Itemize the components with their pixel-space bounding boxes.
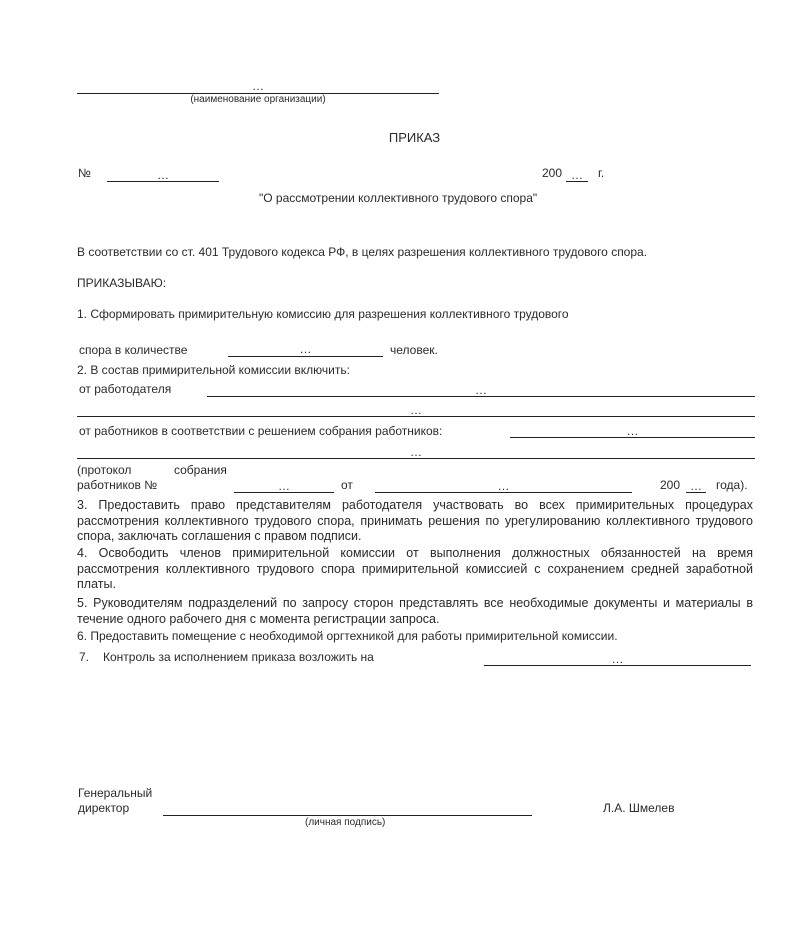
item-1-continuation: спора в количестве: [79, 343, 188, 357]
item-7-text: Контроль за исполнением приказа возложить на: [103, 650, 374, 664]
workers-value: …: [626, 424, 639, 438]
item-7-responsible-value: …: [611, 652, 624, 666]
order-number-line: [107, 181, 219, 182]
protocol-date-line: [375, 492, 632, 493]
signature-caption: (личная подпись): [305, 817, 386, 828]
item-1-count-value: …: [299, 342, 312, 356]
item-1: 1. Сформировать примирительную комиссию для разрешения коллективного трудового: [77, 307, 569, 321]
item-7-responsible-line: [484, 665, 751, 666]
order-year-line: [566, 181, 588, 182]
employer-value-2: …: [410, 403, 422, 417]
signatory-position-line-2: директор: [78, 801, 130, 815]
protocol-number-line: [234, 492, 334, 493]
signatory-position-line-1: Генеральный: [78, 786, 153, 800]
order-number-value: …: [157, 168, 169, 182]
employer-line-2: [77, 416, 755, 417]
employer-label: от работодателя: [79, 382, 172, 396]
item-4: 4. Освободить членов примирительной комиссии от выполнения должностных обязанностей на время рассмотрения коллективного трудового спора примирительной комиссией с сохранением средней заработной платы.: [77, 546, 753, 591]
protocol-number-value: …: [278, 479, 290, 493]
order-year-value: …: [571, 168, 583, 182]
protocol-word-1: (протокол: [77, 463, 132, 477]
workers-label: от работников в соответствии с решением собрания работников:: [79, 424, 443, 438]
item-7-number: 7.: [79, 650, 90, 664]
protocol-word-3: работников №: [77, 478, 158, 492]
item-6: 6. Предоставить помещение с необходимой оргтехникой для работы примирительной комиссии.: [77, 629, 618, 643]
protocol-from: от: [341, 478, 353, 492]
organization-name-value: …: [252, 79, 264, 93]
workers-line-2: [77, 458, 755, 459]
protocol-year-prefix: 200: [660, 478, 681, 492]
document-title: ПРИКАЗ: [388, 130, 441, 145]
protocol-word-2: собрания: [174, 463, 227, 477]
signature-line: [163, 815, 532, 816]
order-year-prefix: 200: [542, 166, 563, 180]
order-word: ПРИКАЗЫВАЮ:: [77, 276, 167, 290]
item-3: 3. Предоставить право представителям работодателя участвовать во всех примирительных процедурах рассмотрения коллективного трудового спора, принимать решения по урегулированию коллективного трудового спора, заключать соглашения с правом подписи.: [77, 498, 753, 543]
item-2: 2. В состав примирительной комиссии включить:: [77, 363, 350, 377]
protocol-year-suffix: года).: [716, 478, 748, 492]
workers-line: [510, 437, 755, 438]
workers-value-2: …: [410, 445, 422, 459]
preamble: В соответствии со ст. 401 Трудового кодекса РФ, в целях разрешения коллективного трудового спора.: [77, 245, 648, 259]
protocol-year-value: …: [690, 479, 702, 493]
order-number-label: №: [78, 166, 91, 180]
employer-line: [207, 396, 755, 397]
item-1-unit: человек.: [390, 343, 438, 357]
protocol-date-value: …: [497, 479, 510, 493]
item-5: 5. Руководителям подразделений по запросу сторон представлять все необходимые документы и материалы в течение одного рабочего дня с момента регистрации запроса.: [77, 596, 753, 626]
order-subject: "О рассмотрении коллективного трудового спора": [259, 191, 538, 205]
protocol-year-line: [686, 492, 706, 493]
item-1-count-line: [228, 356, 383, 357]
organization-name-caption: (наименование организации): [190, 94, 326, 105]
signatory-name: Л.А. Шмелев: [603, 801, 675, 815]
employer-value: …: [475, 383, 487, 397]
order-year-suffix: г.: [598, 166, 605, 180]
